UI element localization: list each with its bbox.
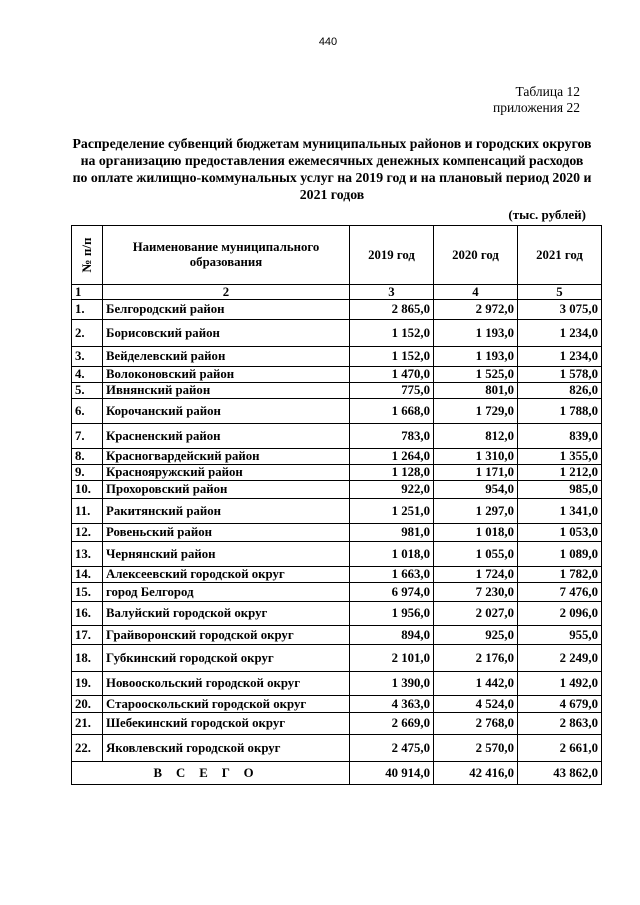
- table-row: [72, 583, 602, 602]
- value-2019: 2 101,0: [350, 645, 434, 672]
- value-2021: 1 782,0: [518, 567, 602, 583]
- table-row: [72, 672, 602, 696]
- header-num: [72, 226, 103, 285]
- value-2020: 1 525,0: [434, 367, 518, 383]
- municipality-name: Ровеньский район: [103, 524, 350, 542]
- value-2021: 1 089,0: [518, 542, 602, 567]
- row-number: 17.: [72, 626, 103, 645]
- value-2019: 1 152,0: [350, 347, 434, 367]
- value-2020: 1 171,0: [434, 465, 518, 481]
- municipality-name: Волоконовский район: [103, 367, 350, 383]
- row-number: 16.: [72, 602, 103, 626]
- column-index-1: 1: [72, 285, 103, 300]
- row-number: 11.: [72, 499, 103, 524]
- row-number: 18.: [72, 645, 103, 672]
- value-2019: 1 390,0: [350, 672, 434, 696]
- value-2021: 839,0: [518, 424, 602, 449]
- municipality-name: Вейделевский район: [103, 347, 350, 367]
- value-2019: 1 128,0: [350, 465, 434, 481]
- table-body: [72, 300, 602, 762]
- value-2020: 1 724,0: [434, 567, 518, 583]
- row-number: 12.: [72, 524, 103, 542]
- table-row: [72, 567, 602, 583]
- row-number: 13.: [72, 542, 103, 567]
- table-row: [72, 300, 602, 320]
- value-2021: 1 788,0: [518, 399, 602, 424]
- table-row: [72, 602, 602, 626]
- value-2021: 1 492,0: [518, 672, 602, 696]
- value-2020: 2 176,0: [434, 645, 518, 672]
- value-2021: 4 679,0: [518, 696, 602, 713]
- value-2020: 1 018,0: [434, 524, 518, 542]
- value-2020: 925,0: [434, 626, 518, 645]
- subvention-table: [71, 225, 602, 785]
- municipality-name: Валуйский городской округ: [103, 602, 350, 626]
- value-2021: 1 053,0: [518, 524, 602, 542]
- value-2021: 826,0: [518, 383, 602, 399]
- row-number: 2.: [72, 320, 103, 347]
- value-2020: 7 230,0: [434, 583, 518, 602]
- table-row: [72, 399, 602, 424]
- value-2021: 1 234,0: [518, 320, 602, 347]
- row-number: 10.: [72, 481, 103, 499]
- municipality-name: Чернянский район: [103, 542, 350, 567]
- value-2021: 985,0: [518, 481, 602, 499]
- table-row: [72, 696, 602, 713]
- value-2020: 1 055,0: [434, 542, 518, 567]
- row-number: 6.: [72, 399, 103, 424]
- value-2021: 1 212,0: [518, 465, 602, 481]
- units-label: (тыс. рублей): [508, 207, 586, 222]
- header-2019: 2019 год: [350, 226, 434, 285]
- municipality-name: Красненский район: [103, 424, 350, 449]
- value-2019: 981,0: [350, 524, 434, 542]
- value-2021: 1 578,0: [518, 367, 602, 383]
- table-row: [72, 449, 602, 465]
- value-2020: 2 972,0: [434, 300, 518, 320]
- table-row: [72, 645, 602, 672]
- municipality-name: Борисовский район: [103, 320, 350, 347]
- value-2021: 2 863,0: [518, 713, 602, 735]
- value-2019: 1 152,0: [350, 320, 434, 347]
- row-number: 15.: [72, 583, 103, 602]
- value-2021: 955,0: [518, 626, 602, 645]
- column-index-5: 5: [518, 285, 602, 300]
- value-2019: 1 663,0: [350, 567, 434, 583]
- value-2020: 1 729,0: [434, 399, 518, 424]
- value-2020: 4 524,0: [434, 696, 518, 713]
- table-label: [493, 84, 580, 116]
- municipality-name: Новооскольский городской округ: [103, 672, 350, 696]
- value-2021: 2 249,0: [518, 645, 602, 672]
- table-row: [72, 347, 602, 367]
- value-2019: 1 018,0: [350, 542, 434, 567]
- value-2021: 1 341,0: [518, 499, 602, 524]
- total-2019: 40 914,0: [350, 762, 434, 785]
- table-label-line1: Таблица 12: [515, 84, 580, 99]
- header-num-label: № п/п: [79, 237, 94, 273]
- row-number: 21.: [72, 713, 103, 735]
- value-2019: 922,0: [350, 481, 434, 499]
- value-2019: 894,0: [350, 626, 434, 645]
- municipality-name: Красногвардейский район: [103, 449, 350, 465]
- header-name: Наименование муниципального образования: [103, 226, 350, 285]
- total-label: ВСЕГО: [72, 762, 350, 785]
- value-2019: 2 669,0: [350, 713, 434, 735]
- municipality-name: Старооскольский городской округ: [103, 696, 350, 713]
- value-2020: 2 570,0: [434, 735, 518, 762]
- value-2019: 1 956,0: [350, 602, 434, 626]
- value-2021: 1 355,0: [518, 449, 602, 465]
- municipality-name: Ракитянский район: [103, 499, 350, 524]
- value-2020: 1 297,0: [434, 499, 518, 524]
- value-2020: 1 442,0: [434, 672, 518, 696]
- municipality-name: Алексеевский городской округ: [103, 567, 350, 583]
- municipality-name: Губкинский городской округ: [103, 645, 350, 672]
- municipality-name: Ивнянский район: [103, 383, 350, 399]
- table-row: [72, 367, 602, 383]
- row-number: 20.: [72, 696, 103, 713]
- row-number: 8.: [72, 449, 103, 465]
- value-2020: 2 027,0: [434, 602, 518, 626]
- table-row: [72, 542, 602, 567]
- table-row: [72, 499, 602, 524]
- value-2020: 812,0: [434, 424, 518, 449]
- value-2019: 2 865,0: [350, 300, 434, 320]
- total-2021: 43 862,0: [518, 762, 602, 785]
- value-2021: 2 096,0: [518, 602, 602, 626]
- municipality-name: Яковлевский городской округ: [103, 735, 350, 762]
- value-2020: 2 768,0: [434, 713, 518, 735]
- table-label-line2: приложения 22: [492, 100, 580, 115]
- column-index-4: 4: [434, 285, 518, 300]
- municipality-name: Белгородский район: [103, 300, 350, 320]
- document-title: Распределение субвенций бюджетам муниципальных районов и городских округов на организацию предоставления ежемесячных денежных компенсаций расходов по оплате жилищно-коммунальных услуг на 2019 год и на плановый период 2020 и 2021 годов: [72, 136, 592, 202]
- table-row: [72, 626, 602, 645]
- value-2020: 954,0: [434, 481, 518, 499]
- table-row: [72, 424, 602, 449]
- value-2019: 6 974,0: [350, 583, 434, 602]
- value-2021: 2 661,0: [518, 735, 602, 762]
- table-row: [72, 383, 602, 399]
- value-2019: 4 363,0: [350, 696, 434, 713]
- row-number: 19.: [72, 672, 103, 696]
- row-number: 22.: [72, 735, 103, 762]
- table-row: [72, 713, 602, 735]
- municipality-name: Краснояружский район: [103, 465, 350, 481]
- table-row: [72, 524, 602, 542]
- row-number: 3.: [72, 347, 103, 367]
- value-2020: 1 310,0: [434, 449, 518, 465]
- table-row: [72, 481, 602, 499]
- value-2019: 1 264,0: [350, 449, 434, 465]
- total-2020: 42 416,0: [434, 762, 518, 785]
- value-2019: 1 470,0: [350, 367, 434, 383]
- value-2020: 1 193,0: [434, 320, 518, 347]
- table-row: [72, 465, 602, 481]
- row-number: 9.: [72, 465, 103, 481]
- value-2021: 3 075,0: [518, 300, 602, 320]
- row-number: 7.: [72, 424, 103, 449]
- page-number: 440: [318, 36, 338, 48]
- value-2019: 2 475,0: [350, 735, 434, 762]
- value-2020: 1 193,0: [434, 347, 518, 367]
- total-row: [72, 762, 602, 785]
- municipality-name: город Белгород: [103, 583, 350, 602]
- column-index-row: [72, 285, 602, 300]
- table-row: [72, 320, 602, 347]
- value-2019: 775,0: [350, 383, 434, 399]
- table-header-row: [72, 226, 602, 285]
- row-number: 5.: [72, 383, 103, 399]
- municipality-name: Грайворонский городской округ: [103, 626, 350, 645]
- value-2019: 783,0: [350, 424, 434, 449]
- table-row: [72, 735, 602, 762]
- row-number: 14.: [72, 567, 103, 583]
- row-number: 1.: [72, 300, 103, 320]
- municipality-name: Корочанский район: [103, 399, 350, 424]
- municipality-name: Шебекинский городской округ: [103, 713, 350, 735]
- column-index-3: 3: [350, 285, 434, 300]
- header-2020: 2020 год: [434, 226, 518, 285]
- value-2019: 1 251,0: [350, 499, 434, 524]
- value-2019: 1 668,0: [350, 399, 434, 424]
- value-2020: 801,0: [434, 383, 518, 399]
- municipality-name: Прохоровский район: [103, 481, 350, 499]
- row-number: 4.: [72, 367, 103, 383]
- column-index-2: 2: [103, 285, 350, 300]
- header-2021: 2021 год: [518, 226, 602, 285]
- value-2021: 1 234,0: [518, 347, 602, 367]
- value-2021: 7 476,0: [518, 583, 602, 602]
